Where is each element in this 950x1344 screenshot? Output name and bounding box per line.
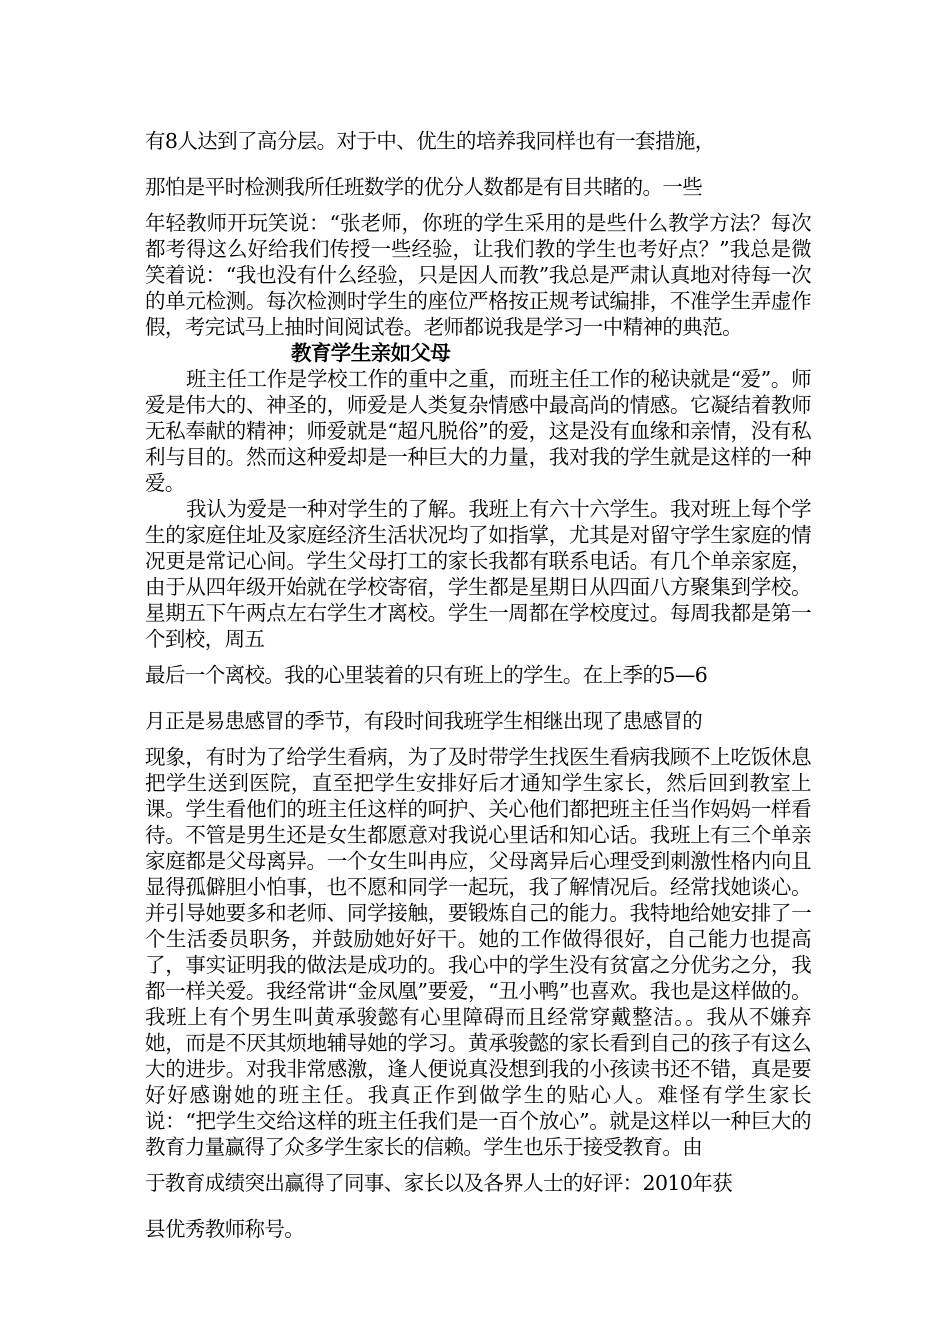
document-body — [145, 118, 811, 1252]
paragraph-2-line-c: 于教育成绩突出赢得了同事、家长以及各界人士的好评：2010年获 — [145, 1171, 733, 1195]
intro-line-2: 那怕是平时检测我所任班数学的优分人数都是有目共睹的。一些 — [145, 175, 703, 199]
intro-line-1: 有8人达到了高分层。对于中、优生的培养我同样也有一套措施， — [145, 129, 715, 153]
paragraph-2-line-b: 月正是易患感冒的季节，有段时间我班学生相继出现了患感冒的 — [145, 709, 703, 733]
paragraph-1: 班主任工作是学校工作的重中之重，而班主任工作的秘诀就是“爱”。师爱是伟大的、神圣的，师爱是人类复杂情感中最高尚的情感。它凝结着教师无私奉献的精神；师爱就是“超凡脱俗”的爱，这是没有血缘和亲情，没有私利与目的。然而这种爱却是一种巨大的力量，我对我的学生就是这样的一种爱。 — [145, 367, 811, 495]
paragraph-2-line-a: 最后一个离校。我的心里装着的只有班上的学生。在上季的5—6 — [145, 663, 708, 687]
paragraph-2-body: 现象，有时为了给学生看病，为了及时带学生找医生看病我顾不上吃饭休息把学生送到医院，直至把学生安排好后才通知学生家长，然后回到教室上课。学生看他们的班主任这样的呵护、关心他们都把班主任当作妈妈一样看待。不管是男生还是女生都愿意对我说心里话和知心话。我班上有三个单亲家庭都是父母离异。一个女生叫冉应，父母离异后心理受到刺激性格内向且显得孤僻胆小怕事，也不愿和同学一起玩，我了解情况后。经常找她谈心。并引导她要多和老师、同学接触，要锻炼自己的能力。我特地给她安排了一个生活委员职务，并鼓励她好好干。她的工作做得很好，自己能力也提高了，事实证明我的做法是成功的。我心中的学生没有贫富之分优劣之分，我都一样关爱。我经常讲“金凤凰”要爱，“丑小鸭”也喜欢。我也是这样做的。我班上有个男生叫黄承骏懿有心里障碍而且经常穿戴整洁。。我从不嫌弃她，而是不厌其烦地辅导她的学习。黄承骏懿的家长看到自己的孩子有这么大的进步。对我非常感激，逢人便说真没想到我的小孩读书还不错，真是要好好感谢她的班主任。我真正作到做学生的贴心人。难怪有学生家长说：“把学生交给这样的班主任我们是一百个放心”。就是这样以一种巨大的教育力量赢得了众多学生家长的信赖。学生也乐于接受教育。由 — [145, 745, 811, 1159]
paragraph-2: 我认为爱是一种对学生的了解。我班上有六十六学生。我对班上每个学生的家庭住址及家庭经济生活状况均了如指掌，尤其是对留守学生家庭的情况更是常记心间。学生父母打工的家长我都有联系电话。有几个单亲家庭，由于从四年级开始就在学校寄宿，学生都是星期日从四面八方聚集到学校。星期五下午两点左右学生才离校。学生一周都在学校度过。每周我都是第一个到校，周五 — [145, 497, 811, 651]
section-heading: 教育学生亲如父母 — [291, 341, 451, 365]
paragraph-2-line-d: 县优秀教师称号。 — [145, 1217, 305, 1241]
intro-paragraph: 年轻教师开玩笑说：“张老师，你班的学生采用的是些什么教学方法？每次都考得这么好给我们传授一些经验，让我们教的学生也考好点？”我总是微笑着说：“我也没有什么经验，只是因人而教”我总是严肃认真地对待每一次的单元检测。每次检测时学生的座位严格按正规考试编排，不准学生弄虚作假，考完试马上抽时间阅试卷。老师都说我是学习一中精神的典范。 — [145, 211, 811, 339]
